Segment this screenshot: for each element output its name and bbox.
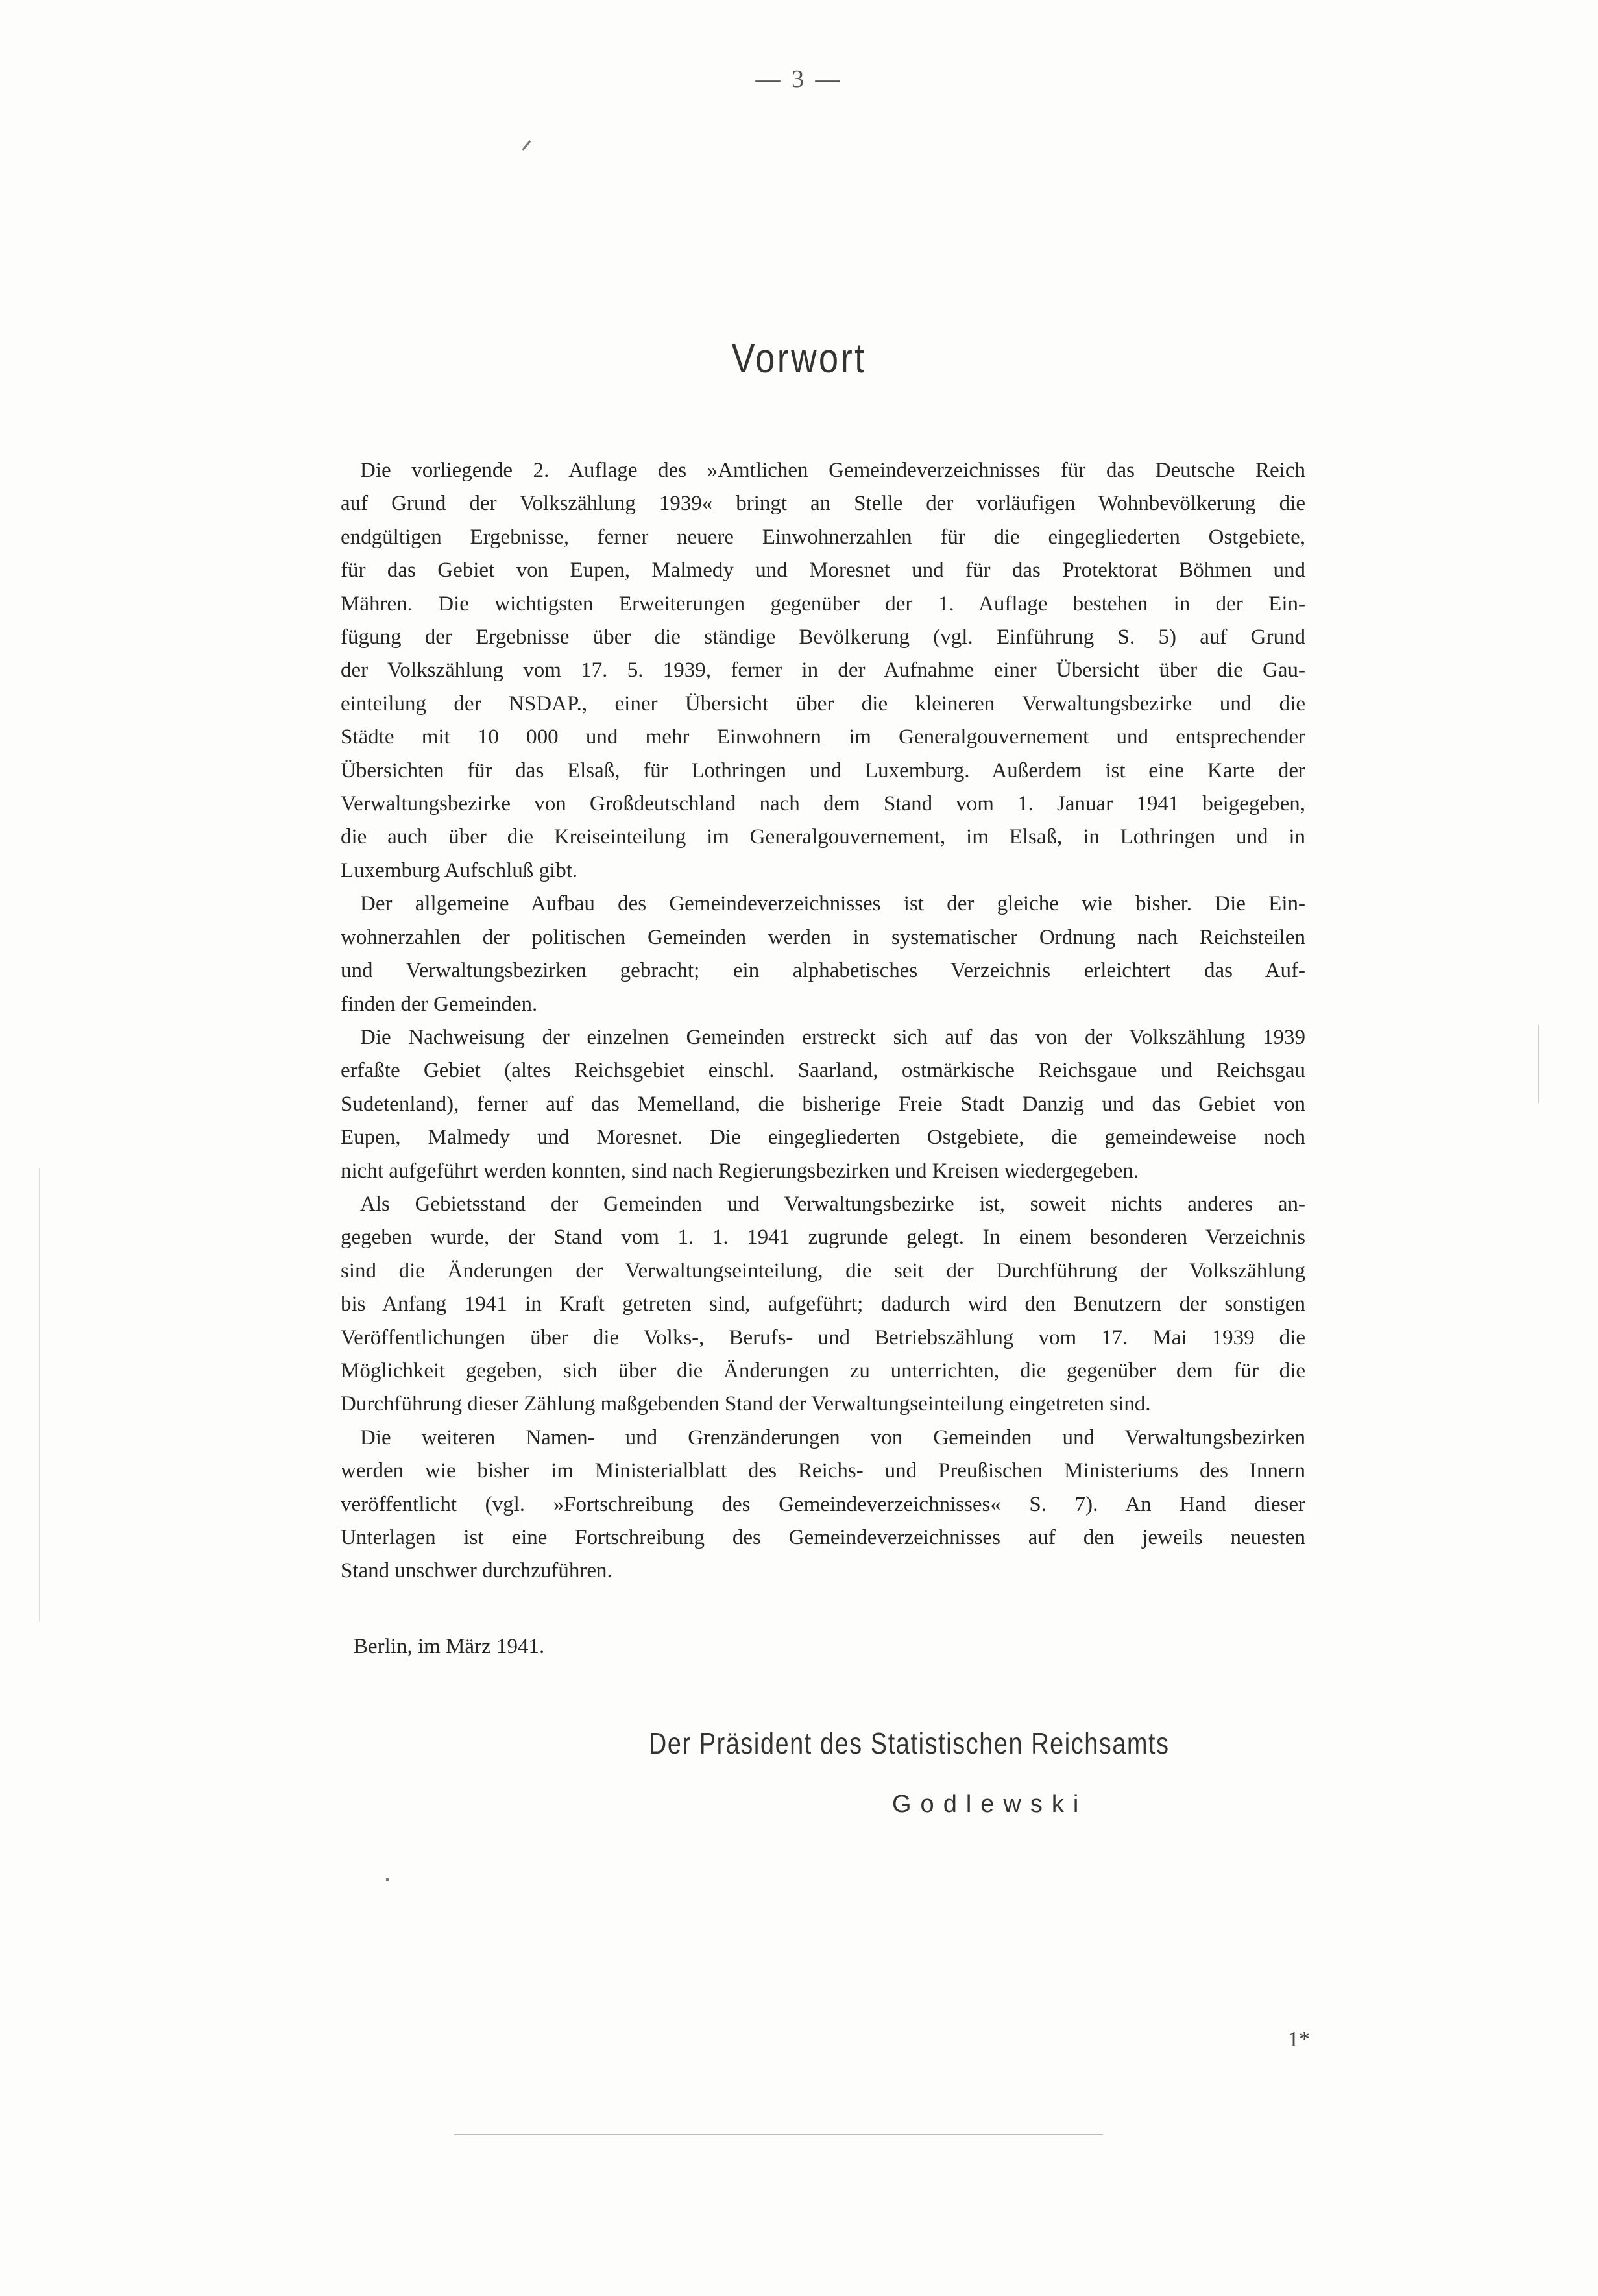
scan-mark [386, 1878, 389, 1881]
text-line: Der allgemeine Aufbau des Gemeindeverzeichnisses ist der gleiche wie bisher. Die Ein- [360, 892, 1305, 916]
text-line: Eupen, Malmedy und Moresnet. Die eingegliederten Ostgebiete, die gemeindeweise noch [341, 1126, 1305, 1150]
scan-mark [39, 1168, 40, 1622]
text-line: die auch über die Kreiseinteilung im Generalgouvernement, im Elsaß, in Lothringen und in [341, 825, 1305, 849]
text-line: Mähren. Die wichtigsten Erweiterungen gegenüber der 1. Auflage bestehen in der Ein- [341, 592, 1305, 616]
page-number: — 3 — [755, 66, 843, 93]
text-line: fügung der Ergebnisse über die ständige Bevölkerung (vgl. Einführung S. 5) auf Grund [341, 625, 1305, 649]
scan-mark [454, 2134, 1103, 2135]
text-line: bis Anfang 1941 in Kraft getreten sind, aufgeführt; dadurch wird den Benutzern der sonstigen [341, 1292, 1305, 1316]
scan-mark [1538, 1025, 1539, 1103]
document-body [341, 454, 1305, 1588]
text-line: Durchführung dieser Zählung maßgebenden Stand der Verwaltungseinteilung eingetreten sind. [341, 1392, 1151, 1416]
paragraph [341, 454, 1305, 888]
sheet-mark: 1* [1288, 2027, 1310, 2051]
text-line: finden der Gemeinden. [341, 992, 538, 1016]
text-line: Die weiteren Namen- und Grenzänderungen von Gemeinden und Verwaltungsbezirken [360, 1425, 1305, 1449]
page-title: Vorwort [731, 335, 867, 381]
text-line: Die vorliegende 2. Auflage des »Amtlichen Gemeindeverzeichnisses für das Deutsche Reich [360, 459, 1305, 482]
text-line: Städte mit 10 000 und mehr Einwohnern im Generalgouvernement und entsprechender [341, 725, 1305, 749]
text-line: Verwaltungsbezirke von Großdeutschland nach dem Stand vom 1. Januar 1941 beigegeben, [341, 792, 1305, 816]
text-line: erfaßte Gebiet (altes Reichsgebiet einschl. Saarland, ostmärkische Reichsgaue und Reichsgau [341, 1059, 1305, 1083]
text-line: Möglichkeit gegeben, sich über die Änderungen zu unterrichten, die gegenüber dem für die [341, 1359, 1305, 1383]
text-line: Veröffentlichungen über die Volks-, Berufs- und Betriebszählung vom 17. Mai 1939 die [341, 1325, 1305, 1349]
text-line: wohnerzahlen der politischen Gemeinden werden in systematischer Ordnung nach Reichsteilen [341, 925, 1305, 949]
paragraph [341, 888, 1305, 1021]
text-line: Sudetenland), ferner auf das Memelland, die bisherige Freie Stadt Danzig und das Gebiet von [341, 1092, 1305, 1116]
text-line: sind die Änderungen der Verwaltungseinteilung, die seit der Durchführung der Volkszählung [341, 1259, 1305, 1283]
paragraph [341, 1021, 1305, 1188]
text-line: einteilung der NSDAP., einer Übersicht über die kleineren Verwaltungsbezirke und die [341, 692, 1305, 716]
text-line: und Verwaltungsbezirken gebracht; ein alphabetisches Verzeichnis erleichtert das Auf- [341, 959, 1305, 983]
text-line: Als Gebietsstand der Gemeinden und Verwaltungsbezirke ist, soweit nichts anderes an- [360, 1192, 1305, 1216]
dateline: Berlin, im März 1941. [354, 1635, 545, 1658]
text-line: endgültigen Ergebnisse, ferner neuere Einwohnerzahlen für die eingegliederten Ostgebiete, [341, 525, 1305, 549]
text-line: nicht aufgeführt werden konnten, sind nach Regierungsbezirken und Kreisen wiedergegeben. [341, 1159, 1139, 1183]
text-line: Die Nachweisung der einzelnen Gemeinden erstreckt sich auf das von der Volkszählung 1939 [360, 1025, 1305, 1049]
text-line: Stand unschwer durchzuführen. [341, 1559, 612, 1583]
text-line: veröffentlicht (vgl. »Fortschreibung des Gemeindeverzeichnisses« S. 7). An Hand dieser [341, 1492, 1305, 1516]
paragraph [341, 1188, 1305, 1421]
text-line: für das Gebiet von Eupen, Malmedy und Moresnet und für das Protektorat Böhmen und [341, 559, 1305, 583]
text-line: auf Grund der Volkszählung 1939« bringt an Stelle der vorläufigen Wohnbevölkerung die [341, 492, 1305, 516]
text-line: Unterlagen ist eine Fortschreibung des Gemeindeverzeichnisses auf den jeweils neuesten [341, 1526, 1305, 1549]
text-line: der Volkszählung vom 17. 5. 1939, ferner in der Aufnahme einer Übersicht über die Gau- [341, 659, 1305, 683]
signature-name: Godlewski [892, 1791, 1088, 1818]
text-line: gegeben wurde, der Stand vom 1. 1. 1941 zugrunde gelegt. In einem besonderen Verzeichnis [341, 1226, 1305, 1250]
signature-title: Der Präsident des Statistischen Reichsamts [649, 1726, 1170, 1760]
scan-mark [522, 140, 531, 151]
text-line: werden wie bisher im Ministerialblatt des Reichs- und Preußischen Ministeriums des Innern [341, 1459, 1305, 1483]
text-line: Übersichten für das Elsaß, für Lothringen und Luxemburg. Außerdem ist eine Karte der [341, 758, 1305, 782]
paragraph [341, 1421, 1305, 1588]
text-line: Luxemburg Aufschluß gibt. [341, 858, 578, 882]
